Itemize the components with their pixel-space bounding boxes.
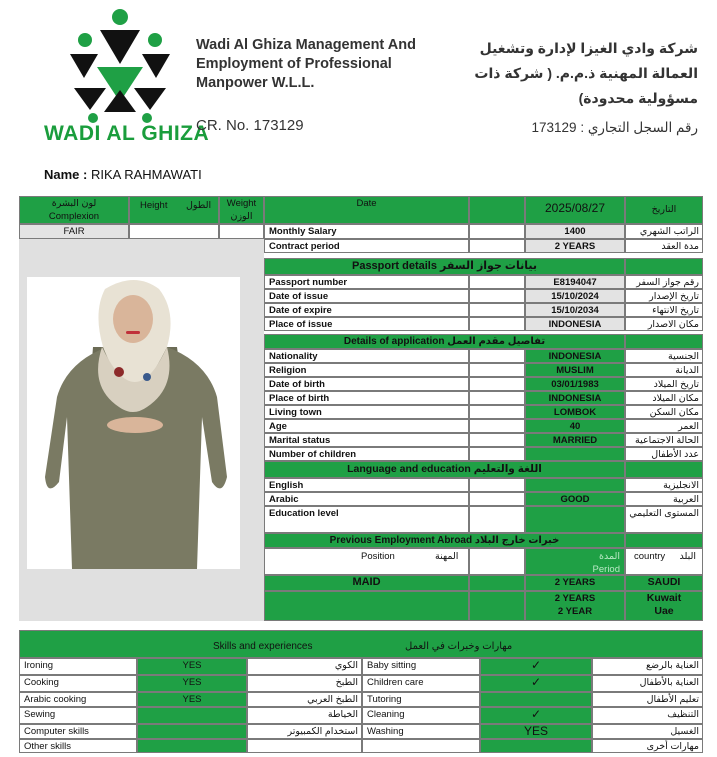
application-row-spacer xyxy=(469,447,525,461)
company-name-en: Wadi Al Ghiza Management And Employment of Professional Manpower W.L.L. xyxy=(196,37,416,91)
complexion-ar: لون البشرة xyxy=(51,198,97,209)
candidate-photo xyxy=(27,277,240,569)
application-row-value: 03/01/1983 xyxy=(525,377,625,391)
passport-row-label: Date of expire xyxy=(264,303,469,317)
application-header-spacer xyxy=(625,334,703,349)
english-ar: الانجليزية xyxy=(625,478,703,492)
complexion-header xyxy=(19,196,129,224)
skill-left-label: Cooking xyxy=(19,675,137,692)
skill-left-label: Other skills xyxy=(19,739,137,753)
skill-right-ar: العناية بالأطفال xyxy=(592,675,703,692)
height-value xyxy=(129,224,219,239)
skills-title-ar: مهارات وخبرات في العمل xyxy=(405,641,513,652)
education-label: Education level xyxy=(264,506,469,533)
position-value: MAID xyxy=(264,575,469,591)
passport-row-spacer xyxy=(469,317,525,331)
application-row-ar: الديانة xyxy=(625,363,703,377)
application-row-value: INDONESIA xyxy=(525,349,625,363)
application-row-spacer xyxy=(469,419,525,433)
date-header xyxy=(264,196,469,224)
country-values-2 xyxy=(625,591,703,621)
letterhead xyxy=(0,0,717,160)
skill-right-label: Tutoring xyxy=(362,692,480,707)
position-empty xyxy=(264,591,469,621)
name-label: Name : xyxy=(44,167,88,182)
period-en: Period xyxy=(592,564,620,575)
logo-wordmark: WADI AL GHIZA xyxy=(44,122,210,145)
skills-header xyxy=(19,630,703,658)
skill-left-ar: الخياطة xyxy=(247,707,362,724)
application-row-label: Religion xyxy=(264,363,469,377)
position-empty-spacer xyxy=(469,591,525,621)
salary-value: 1400 xyxy=(525,224,625,239)
passport-row-label: Place of issue xyxy=(264,317,469,331)
application-row-value xyxy=(525,447,625,461)
skill-right-label xyxy=(362,739,480,753)
passport-row-value: INDONESIA xyxy=(525,317,625,331)
period-header xyxy=(525,548,625,575)
application-row-value: 40 xyxy=(525,419,625,433)
weight-ar: الوزن xyxy=(230,211,253,222)
contract-period-ar: مدة العقد xyxy=(625,239,703,253)
position-en: Position xyxy=(361,551,395,562)
application-row-spacer xyxy=(469,433,525,447)
skill-right-ar: العناية بالرضع xyxy=(592,658,703,675)
application-row-spacer xyxy=(469,391,525,405)
position-header xyxy=(264,548,469,575)
period-values-2 xyxy=(525,591,625,621)
skill-right-ar: مهارات أخرى xyxy=(592,739,703,753)
passport-row-label: Passport number xyxy=(264,275,469,289)
application-row-label: Marital status xyxy=(264,433,469,447)
period-value-1: 2 YEARS xyxy=(525,575,625,591)
skill-left-ar: استخدام الكمبيوتر xyxy=(247,724,362,739)
date-ar: التاريخ xyxy=(625,196,703,224)
date-value: 2025/08/27 xyxy=(525,196,625,224)
period-ar: المدة xyxy=(599,551,620,562)
skill-left-value: YES xyxy=(137,675,247,692)
passport-section-header: Passport details بيانات جواز السفر xyxy=(264,258,625,275)
passport-header-spacer xyxy=(625,258,703,275)
name-value: RIKA RAHMAWATI xyxy=(90,167,202,182)
application-row-value: MARRIED xyxy=(525,433,625,447)
english-spacer xyxy=(469,478,525,492)
skill-left-value: YES xyxy=(137,658,247,675)
skill-right-value xyxy=(480,692,592,707)
employment-header-spacer xyxy=(625,533,703,548)
height-ar: الطول xyxy=(186,200,212,211)
skill-right-value: YES xyxy=(480,724,592,739)
passport-row-label: Date of issue xyxy=(264,289,469,303)
skill-left-ar: الطبخ العربي xyxy=(247,692,362,707)
application-row-ar: العمر xyxy=(625,419,703,433)
weight-value xyxy=(219,224,264,239)
position-ar: المهنة xyxy=(435,551,459,562)
arabic-ar: العربية xyxy=(625,492,703,506)
salary-spacer xyxy=(469,224,525,239)
application-row-ar: مكان الميلاد xyxy=(625,391,703,405)
application-row-ar: الحالة الاجتماعية xyxy=(625,433,703,447)
application-row-ar: الجنسية xyxy=(625,349,703,363)
english-value xyxy=(525,478,625,492)
country-value-2: Kuwait xyxy=(646,592,682,604)
salary-label: Monthly Salary xyxy=(264,224,469,239)
country-value-3: Uae xyxy=(654,605,674,617)
application-row-value: MUSLIM xyxy=(525,363,625,377)
application-row-value: INDONESIA xyxy=(525,391,625,405)
period-value-3: 2 YEAR xyxy=(557,606,593,617)
skill-right-ar: الغسيل xyxy=(592,724,703,739)
skill-left-ar: الكوي xyxy=(247,658,362,675)
application-row-spacer xyxy=(469,377,525,391)
skill-left-ar: الطبخ xyxy=(247,675,362,692)
skill-left-value xyxy=(137,739,247,753)
passport-row-ar: مكان الاصدار xyxy=(625,317,703,331)
skill-left-value xyxy=(137,724,247,739)
contract-period-value: 2 YEARS xyxy=(525,239,625,253)
passport-row-spacer xyxy=(469,303,525,317)
contract-spacer xyxy=(469,239,525,253)
skill-right-value xyxy=(480,739,592,753)
application-row-label: Number of children xyxy=(264,447,469,461)
skill-right-value: ✓ xyxy=(480,658,592,675)
country-header xyxy=(625,548,703,575)
skill-right-value: ✓ xyxy=(480,707,592,724)
country-ar: البلد xyxy=(679,551,696,562)
education-value xyxy=(525,506,625,533)
skill-right-label: Washing xyxy=(362,724,480,739)
passport-row-ar: تاريخ الانتهاء xyxy=(625,303,703,317)
position-spacer xyxy=(469,575,525,591)
skill-right-ar: التنظيف xyxy=(592,707,703,724)
application-row-ar: عدد الأطفال xyxy=(625,447,703,461)
complexion-value: FAIR xyxy=(19,224,129,239)
application-row-spacer xyxy=(469,405,525,419)
employment-header-spacer-2 xyxy=(469,548,525,575)
contract-period-label: Contract period xyxy=(264,239,469,253)
application-row-label: Nationality xyxy=(264,349,469,363)
skills-title-en: Skills and experiences xyxy=(213,641,313,652)
skill-right-ar: تعليم الأطفال xyxy=(592,692,703,707)
education-ar: المستوى التعليمي xyxy=(625,506,703,533)
application-row-label: Place of birth xyxy=(264,391,469,405)
skills-table xyxy=(19,630,703,757)
passport-row-spacer xyxy=(469,289,525,303)
cv-table xyxy=(19,196,703,621)
arabic-spacer xyxy=(469,492,525,506)
height-en: Height xyxy=(140,200,168,211)
weight-en: Weight xyxy=(226,198,257,209)
country-en: country xyxy=(634,551,666,562)
country-value-1: SAUDI xyxy=(625,575,703,591)
english-label: English xyxy=(264,478,469,492)
arabic-value: GOOD xyxy=(525,492,625,506)
passport-row-ar: رقم جواز السفر xyxy=(625,275,703,289)
skill-left-label: Ironing xyxy=(19,658,137,675)
application-row-label: Date of birth xyxy=(264,377,469,391)
arabic-label: Arabic xyxy=(264,492,469,506)
application-section-header: Details of application تفاصيل مقدم العمل xyxy=(264,334,625,349)
skill-left-value: YES xyxy=(137,692,247,707)
company-name-ar: شركة وادي الغيزا لإدارة وتشغيل العمالة المهنية ذ.م.م. ( شركة ذات مسؤولية محدودة) xyxy=(474,40,698,106)
complexion-en: Complexion xyxy=(48,211,100,222)
skill-right-label: Children care xyxy=(362,675,480,692)
passport-row-value: 15/10/2024 xyxy=(525,289,625,303)
period-value-2: 2 YEARS xyxy=(554,593,596,604)
candidate-name xyxy=(44,167,202,182)
skill-left-label: Computer skills xyxy=(19,724,137,739)
language-header-spacer xyxy=(625,461,703,478)
cr-number-en: CR. No. 173129 xyxy=(196,117,304,134)
date-en: Date xyxy=(356,198,377,209)
passport-row-value: E8194047 xyxy=(525,275,625,289)
application-row-label: Living town xyxy=(264,405,469,419)
application-row-value: LOMBOK xyxy=(525,405,625,419)
skill-right-label: Baby sitting xyxy=(362,658,480,675)
skill-right-label: Cleaning xyxy=(362,707,480,724)
application-row-spacer xyxy=(469,363,525,377)
weight-header xyxy=(219,196,264,224)
employment-section-header: Previous Employment Abroad خبرات خارج البلاد xyxy=(264,533,625,548)
skill-left-ar xyxy=(247,739,362,753)
passport-row-ar: تاريخ الإصدار xyxy=(625,289,703,303)
application-row-ar: مكان السكن xyxy=(625,405,703,419)
skill-left-label: Sewing xyxy=(19,707,137,724)
application-row-label: Age xyxy=(264,419,469,433)
photo-panel xyxy=(19,239,264,621)
passport-row-value: 15/10/2034 xyxy=(525,303,625,317)
skill-left-label: Arabic cooking xyxy=(19,692,137,707)
company-logo-icon xyxy=(60,6,180,124)
skill-left-value xyxy=(137,707,247,724)
passport-row-spacer xyxy=(469,275,525,289)
height-header xyxy=(129,196,219,224)
skill-right-value: ✓ xyxy=(480,675,592,692)
application-row-ar: تاريخ الميلاد xyxy=(625,377,703,391)
education-spacer xyxy=(469,506,525,533)
salary-ar: الراتب الشهري xyxy=(625,224,703,239)
date-spacer xyxy=(469,196,525,224)
language-section-header: Language and education اللغة والتعليم xyxy=(264,461,625,478)
application-row-spacer xyxy=(469,349,525,363)
person-photo-icon xyxy=(27,277,240,569)
cr-number-ar: رقم السجل التجاري : 173129 xyxy=(531,120,698,135)
